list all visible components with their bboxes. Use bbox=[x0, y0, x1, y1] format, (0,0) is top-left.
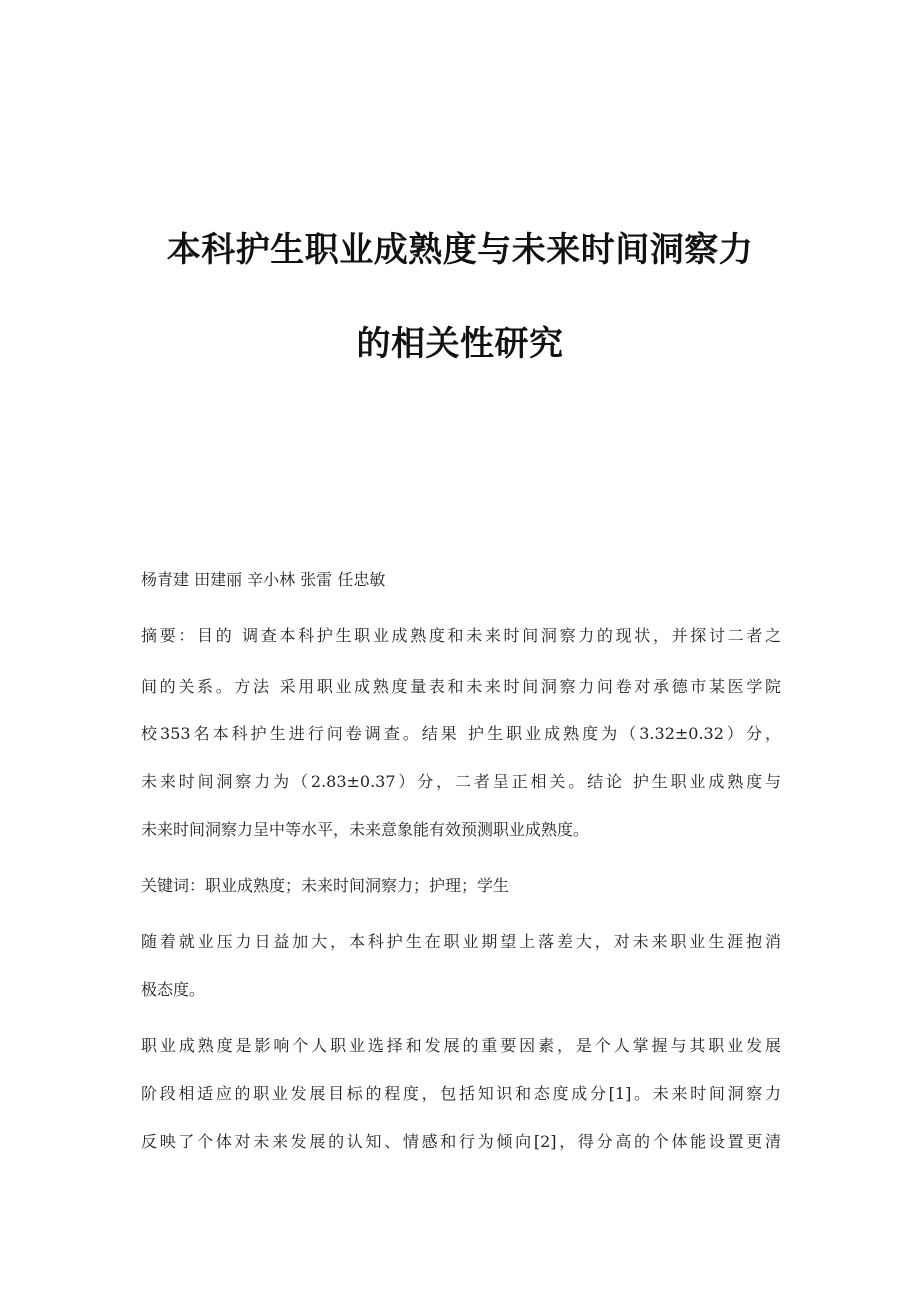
title-line-1: 本科护生职业成熟度与未来时间洞察力 bbox=[166, 230, 754, 270]
title-line-2: 的相关性研究 bbox=[356, 324, 564, 364]
abstract-line: 摘要：目的 调查本科护生职业成熟度和未来时间洞察力的现状，并探讨二者之 bbox=[141, 626, 781, 645]
abstract-line: 未来时间洞察力呈中等水平，未来意象能有效预测职业成熟度。 bbox=[141, 820, 590, 839]
body-line: 阶段相适应的职业发展目标的程度，包括知识和态度成分[1]。未来时间洞察力 bbox=[141, 1084, 781, 1103]
keywords: 关键词：职业成熟度；未来时间洞察力；护理；学生 bbox=[141, 876, 510, 895]
authors: 杨青建 田建丽 辛小林 张雷 任忠敏 bbox=[141, 570, 386, 589]
abstract-line: 间的关系。方法 采用职业成熟度量表和未来时间洞察力问卷对承德市某医学院 bbox=[141, 677, 781, 696]
body-line: 极态度。 bbox=[141, 980, 206, 999]
abstract-line: 未来时间洞察力为（2.83±0.37）分，二者呈正相关。结论 护生职业成熟度与 bbox=[141, 772, 781, 791]
abstract-line: 校353名本科护生进行问卷调查。结果 护生职业成熟度为（3.32±0.32）分， bbox=[141, 724, 781, 743]
body-line: 反映了个体对未来发展的认知、情感和行为倾向[2]，得分高的个体能设置更清 bbox=[141, 1132, 781, 1151]
body-line: 职业成熟度是影响个人职业选择和发展的重要因素，是个人掌握与其职业发展 bbox=[141, 1036, 781, 1055]
body-line: 随着就业压力日益加大，本科护生在职业期望上落差大，对未来职业生涯抱消 bbox=[141, 932, 781, 951]
